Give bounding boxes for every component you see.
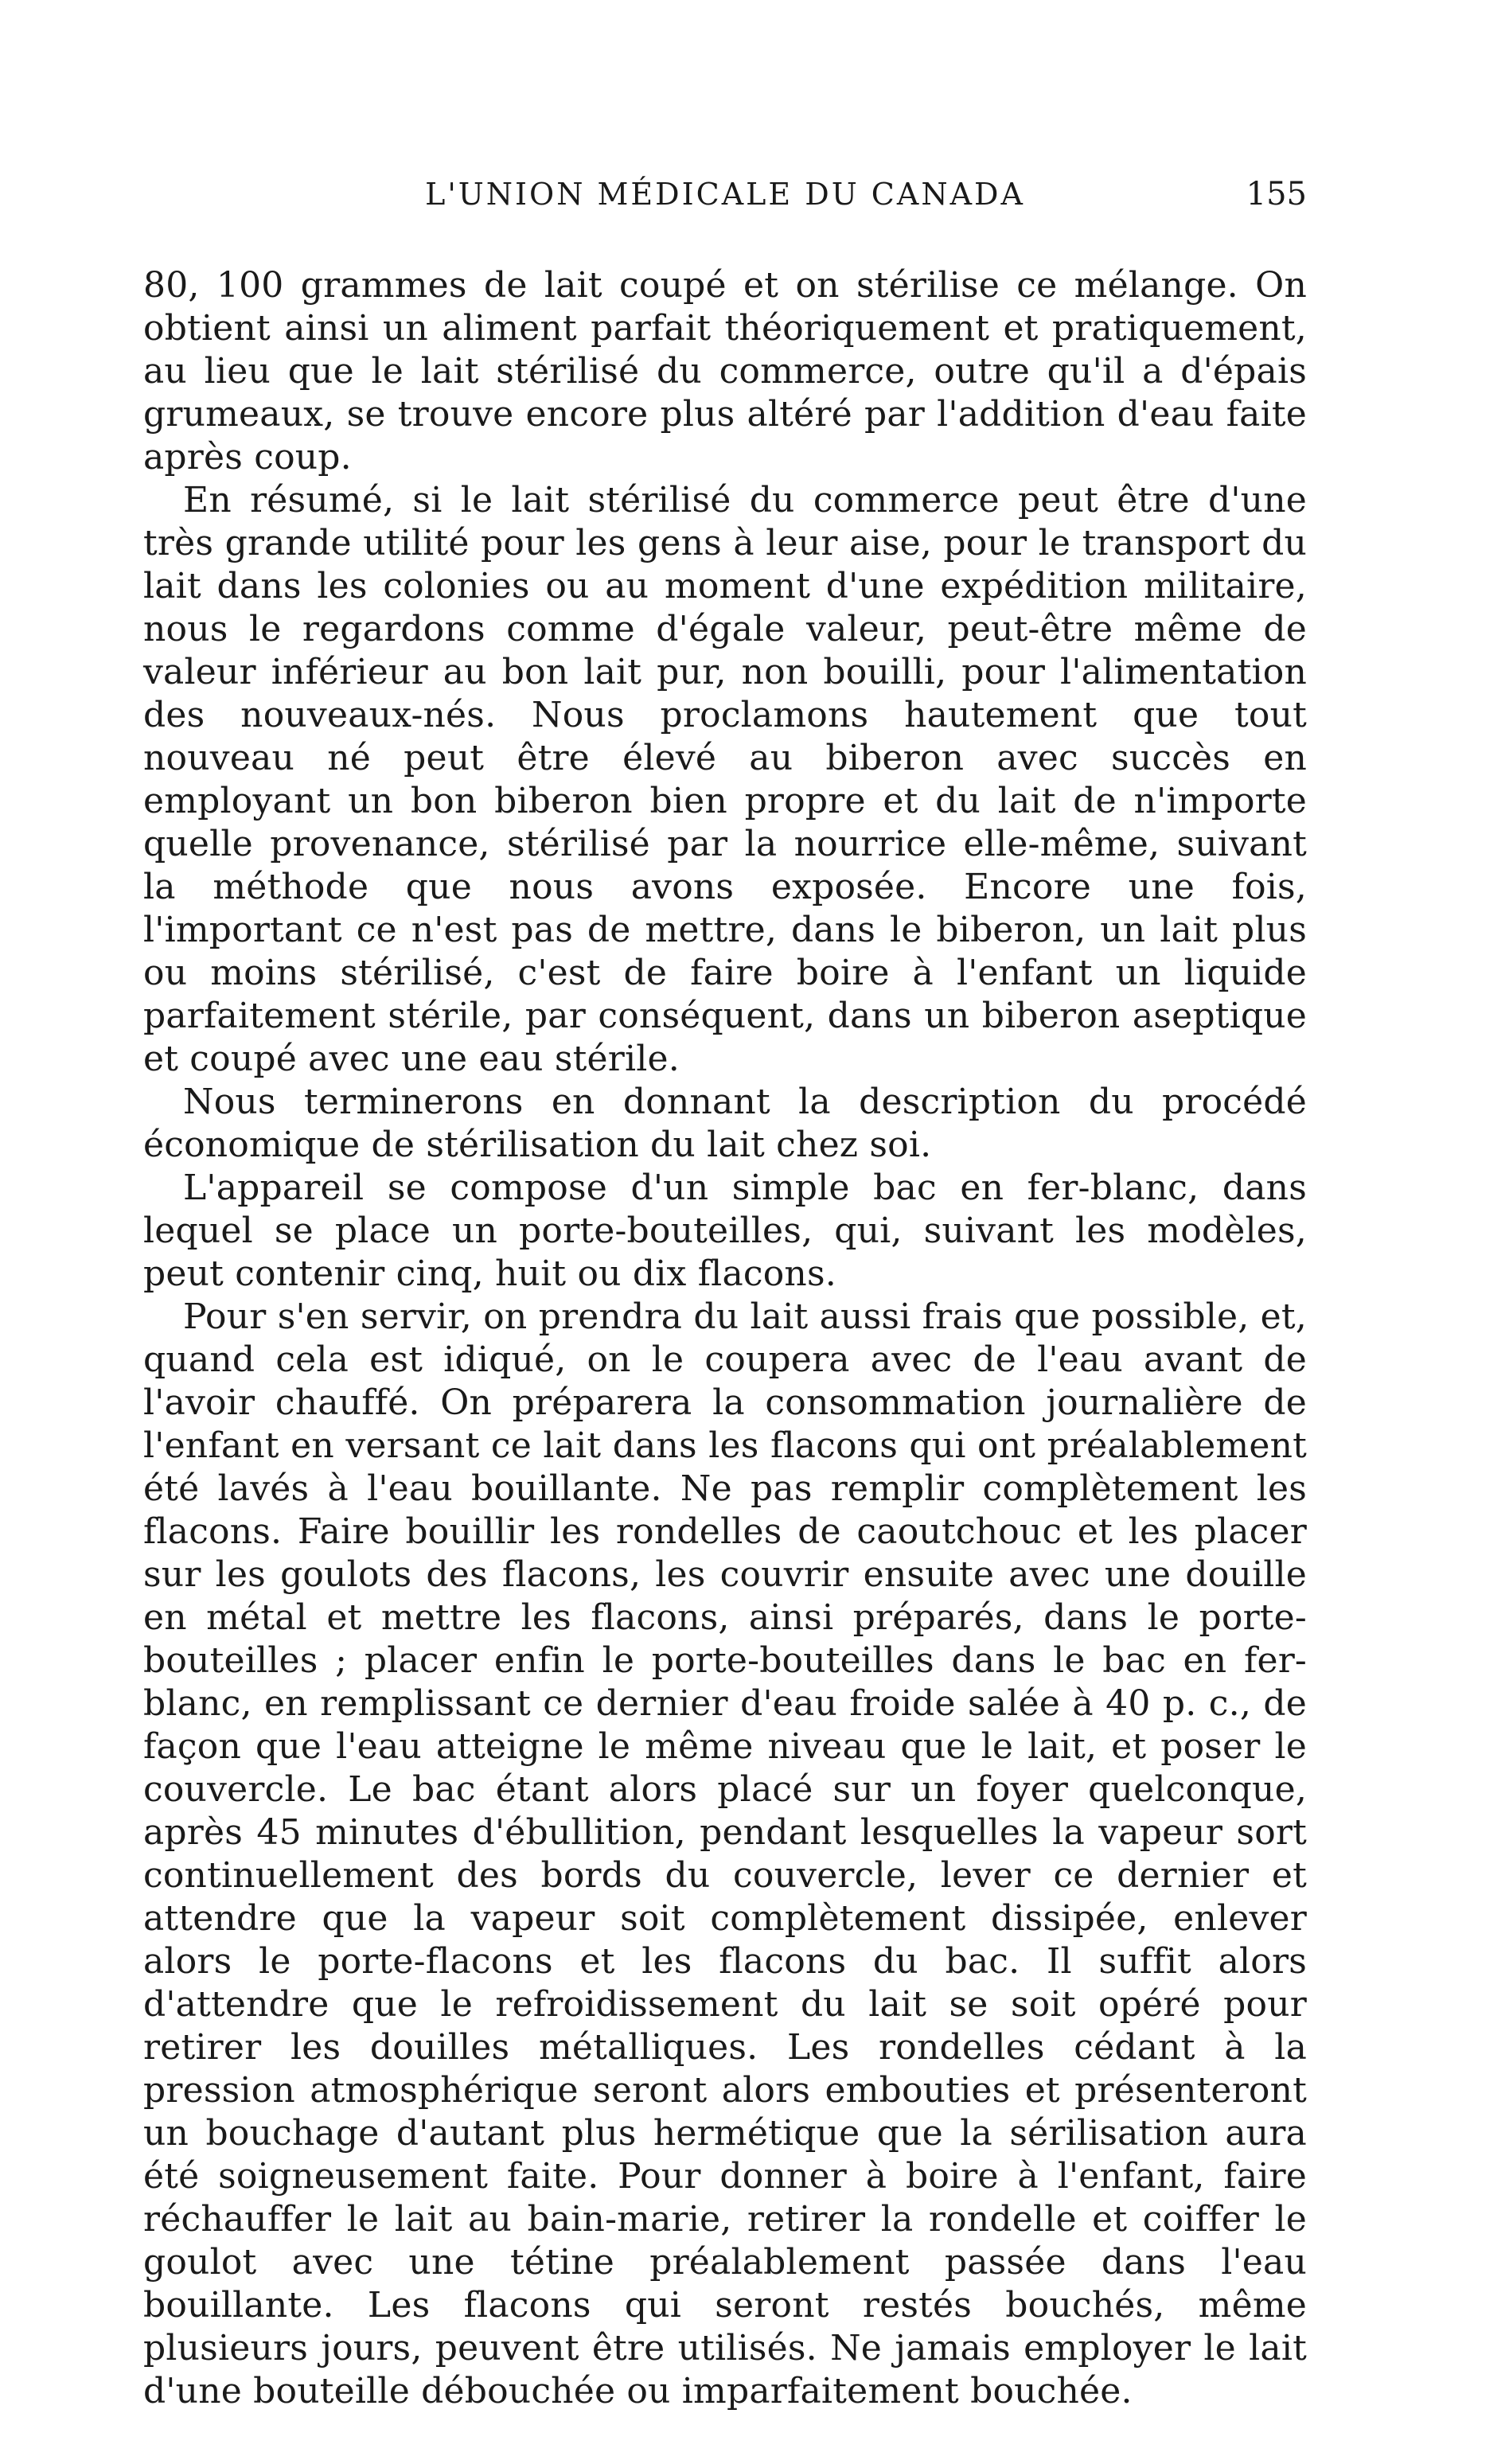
paragraph-summary: En résumé, si le lait stérilisé du commerce peut être d'une très grande utilité pour les gens à leur aise, pour le transport du lait dans les colonies ou au moment d'une expédition militaire, nous le regardons comme d'égale valeur, peut-être même de valeur inférieur au bon lait pur, non bouilli, pour l'alimentation des nouveaux-nés. Nous proclamons hautement que tout nouveau né peut être élevé au biberon avec succès en employant un bon biberon bien propre et du lait de n'importe quelle provenance, stérilisé par la nourrice elle-même, suivant la méthode que nous avons exposée. Encore une fois, l'important ce n'est pas de mettre, dans le biberon, un lait plus ou moins stérilisé, c'est de faire boire à l'enfant un liquide parfaitement stérile, par conséquent, dans un biberon aseptique et coupé avec une eau stérile. bbox=[143, 480, 1307, 1079]
page-number: 155 bbox=[1246, 176, 1307, 212]
paragraph-intro-procedure: Nous terminerons en donnant la description du procédé économique de stérilisation du lait chez soi. bbox=[143, 1082, 1307, 1165]
paragraph-apparatus: L'appareil se compose d'un simple bac en fer-blanc, dans lequel se place un porte-bouteilles, qui, suivant les modèles, peut contenir cinq, huit ou dix flacons. bbox=[143, 1168, 1307, 1294]
body-text bbox=[143, 264, 1307, 2413]
running-header bbox=[143, 170, 1307, 218]
running-title: L'UNION MÉDICALE DU CANADA bbox=[425, 177, 1025, 212]
paragraph-instructions: Pour s'en servir, on prendra du lait aussi frais que possible, et, quand cela est idiqué, on le coupera avec de l'eau avant de l'avoir chauffé. On préparera la consommation journalière de l'enfant en versant ce lait dans les flacons qui ont préalablement été lavés à l'eau bouillante. Ne pas remplir complètement les flacons. Faire bouillir les rondelles de caoutchouc et les placer sur les goulots des flacons, les couvrir ensuite avec une douille en métal et mettre les flacons, ainsi préparés, dans le porte-bouteilles ; placer enfin le porte-bouteilles dans le bac en fer-blanc, en remplissant ce dernier d'eau froide salée à 40 p. c., de façon que l'eau atteigne le même niveau que le lait, et poser le couvercle. Le bac étant alors placé sur un foyer quelconque, après 45 minutes d'ébullition, pendant lesquelles la vapeur sort continuellement des bords du couvercle, lever ce dernier et attendre que la vapeur soit complètement dissipée, enlever alors le porte-flacons et les flacons du bac. Il suffit alors d'attendre que le refroidissement du lait se soit opéré pour retirer les douilles métalliques. Les rondelles cédant à la pression atmosphérique seront alors embouties et présenteront un bouchage d'autant plus hermétique que la sérilisation aura été soigneusement faite. Pour donner à boire à l'enfant, faire réchauffer le lait au bain-marie, retirer la rondelle et coiffer le goulot avec une tétine préalablement passée dans l'eau bouillante. Les flacons qui seront restés bouchés, même plusieurs jours, peuvent être utilisés. Ne jamais employer le lait d'une bouteille débouchée ou imparfaitement bouchée. bbox=[143, 1296, 1307, 2411]
paragraph-continuation: 80, 100 grammes de lait coupé et on stérilise ce mélange. On obtient ainsi un aliment parfait théoriquement et pratiquement, au lieu que le lait stérilisé du commerce, outre qu'il a d'épais grumeaux, se trouve encore plus altéré par l'addition d'eau faite après coup. bbox=[143, 265, 1307, 478]
